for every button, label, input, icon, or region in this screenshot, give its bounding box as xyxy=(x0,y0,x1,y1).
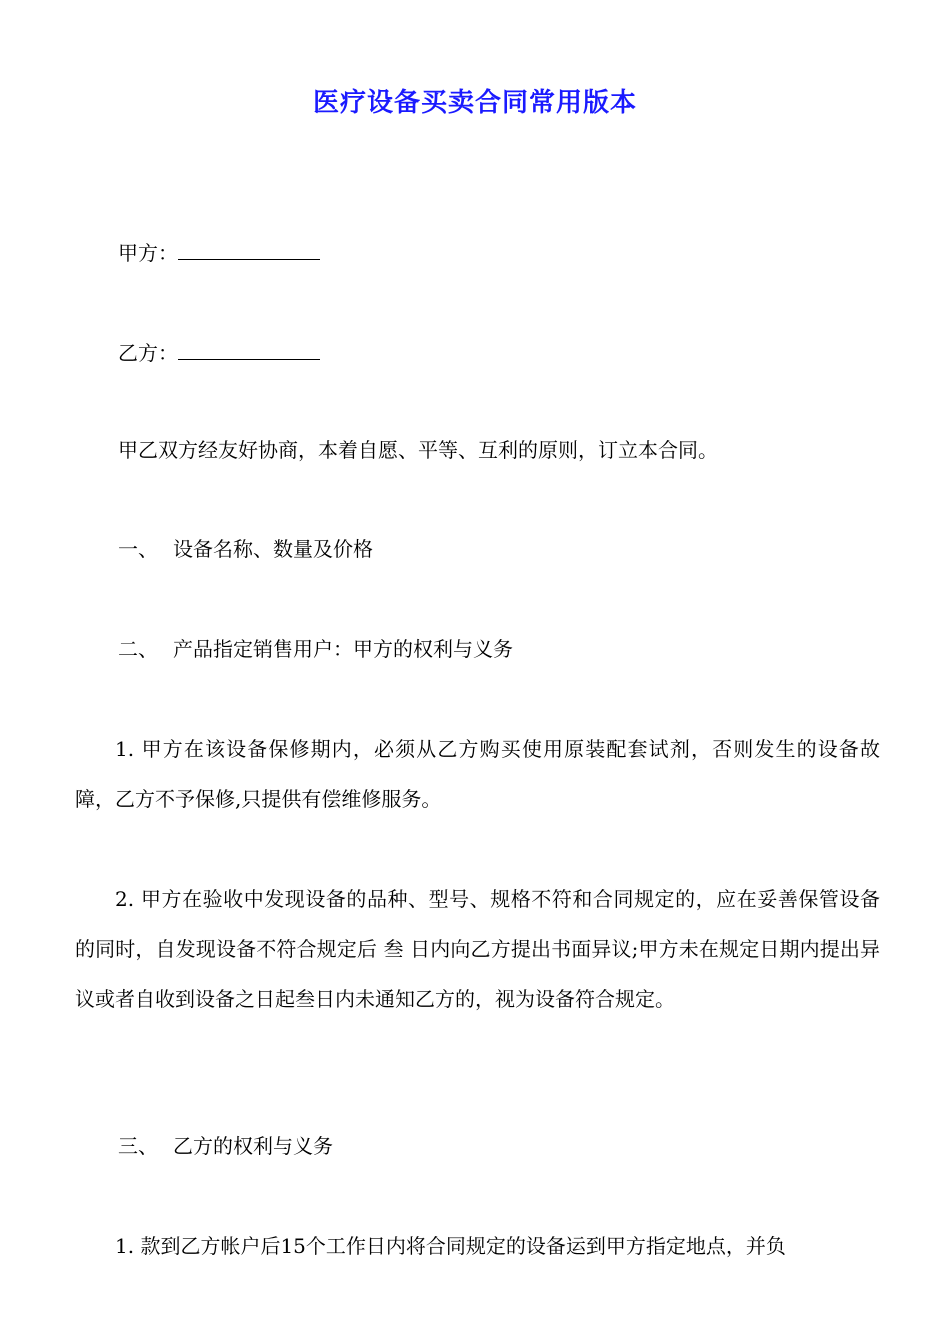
clause-3-1: 1. 款到乙方帐户后15个工作日内将合同规定的设备运到甲方指定地点，并负 xyxy=(115,1234,786,1258)
section-1-text: 设备名称、数量及价格 xyxy=(173,537,373,561)
party-a-line xyxy=(118,240,320,266)
party-b-label: 乙方： xyxy=(118,341,178,365)
section-2-text: 产品指定销售用户：甲方的权利与义务 xyxy=(173,637,513,661)
clause-2-2: 2. 甲方在验收中发现设备的品种、型号、规格不符和合同规定的，应在妥善保管设备的同时，自发现设备不符合规定后 叁 日内向乙方提出书面异议;甲方未在规定日期内提出异议或者自收到设备之日起叁日内未通知乙方的，视为设备符合规定。 xyxy=(75,887,880,1011)
document-title: 医疗设备买卖合同常用版本 xyxy=(312,88,637,118)
section-3-number: 三、 xyxy=(118,1134,158,1158)
intro-paragraph: 甲乙双方经友好协商，本着自愿、平等、互利的原则，订立本合同。 xyxy=(118,438,718,462)
party-a-blank xyxy=(178,241,320,260)
section-3-heading xyxy=(118,1133,333,1159)
section-3-text: 乙方的权利与义务 xyxy=(173,1134,333,1158)
party-a-label: 甲方： xyxy=(118,241,178,265)
section-2-number: 二、 xyxy=(118,637,158,661)
section-1-heading xyxy=(118,536,373,562)
clause-2-1: 1. 甲方在该设备保修期内，必须从乙方购买使用原装配套试剂，否则发生的设备故障，乙方不予保修,只提供有偿维修服务。 xyxy=(75,737,880,811)
party-b-blank xyxy=(178,341,320,360)
section-2-heading xyxy=(118,636,513,662)
section-1-number: 一、 xyxy=(118,537,158,561)
party-b-line xyxy=(118,340,320,366)
